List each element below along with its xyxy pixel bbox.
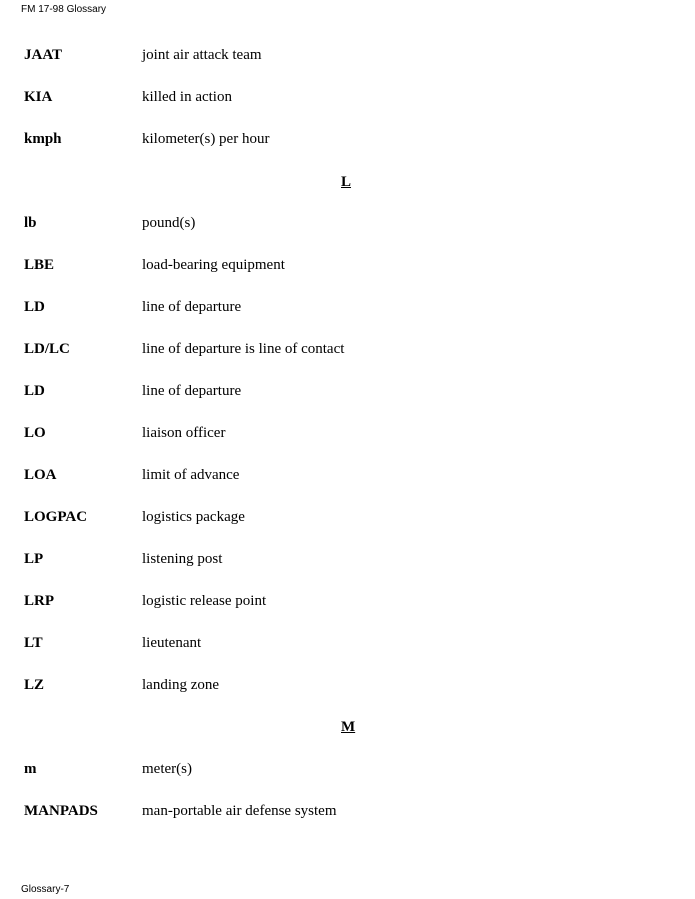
glossary-entry [24, 423, 664, 443]
entry-abbreviation: LT [24, 635, 43, 651]
entry-definition: lieutenant [142, 635, 202, 651]
entry-abbreviation: LOGPAC [24, 509, 88, 525]
entry-abbreviation: LZ [24, 677, 45, 693]
glossary-entry [24, 87, 664, 107]
entry-abbreviation: LO [24, 425, 46, 441]
entry-abbreviation: LRP [24, 593, 54, 609]
entry-definition: line of departure [142, 383, 242, 399]
page-header: FM 17-98 Glossary [21, 4, 107, 15]
entry-abbreviation: LD/LC [24, 341, 70, 357]
glossary-entry [24, 339, 664, 359]
entry-definition: logistic release point [142, 593, 267, 609]
glossary-entry [24, 549, 664, 569]
entry-definition: line of departure is line of contact [142, 341, 345, 357]
entry-abbreviation: LD [24, 383, 45, 399]
entry-definition: killed in action [142, 89, 232, 105]
entry-definition: meter(s) [142, 761, 192, 777]
entry-abbreviation: LOA [24, 467, 57, 483]
entry-abbreviation: kmph [24, 131, 62, 147]
glossary-entry [24, 507, 664, 527]
section-letter: L [341, 174, 352, 190]
entry-abbreviation: KIA [24, 89, 53, 105]
entry-abbreviation: m [24, 761, 37, 777]
glossary-entry [24, 591, 664, 611]
entry-abbreviation: LP [24, 551, 44, 567]
entry-definition: landing zone [142, 677, 220, 693]
entry-abbreviation: LBE [24, 257, 55, 273]
entry-abbreviation: MANPADS [24, 803, 98, 819]
entry-definition: kilometer(s) per hour [142, 131, 270, 147]
glossary-entry [24, 213, 664, 233]
entry-abbreviation: LD [24, 299, 45, 315]
entry-abbreviation: JAAT [24, 47, 63, 63]
entry-abbreviation: lb [24, 215, 37, 231]
glossary-entry [24, 759, 664, 779]
entry-definition: line of departure [142, 299, 242, 315]
glossary-entry [24, 675, 664, 695]
section-heading-l [0, 172, 695, 192]
glossary-entry [24, 129, 664, 149]
section-letter: M [341, 719, 356, 735]
glossary-entry [24, 633, 664, 653]
entry-definition: joint air attack team [142, 47, 262, 63]
glossary-entry [24, 465, 664, 485]
entry-definition: man-portable air defense system [142, 803, 337, 819]
glossary-entry [24, 255, 664, 275]
entry-definition: logistics package [142, 509, 245, 525]
glossary-entry [24, 297, 664, 317]
entry-definition: load-bearing equipment [142, 257, 285, 273]
glossary-entry [24, 801, 664, 821]
section-heading-m [0, 717, 695, 737]
glossary-entry [24, 381, 664, 401]
entry-definition: limit of advance [142, 467, 240, 483]
glossary-entry [24, 45, 664, 65]
entry-definition: liaison officer [142, 425, 226, 441]
entry-definition: pound(s) [142, 215, 196, 231]
page-footer: Glossary-7 [21, 884, 70, 895]
entry-definition: listening post [142, 551, 223, 567]
